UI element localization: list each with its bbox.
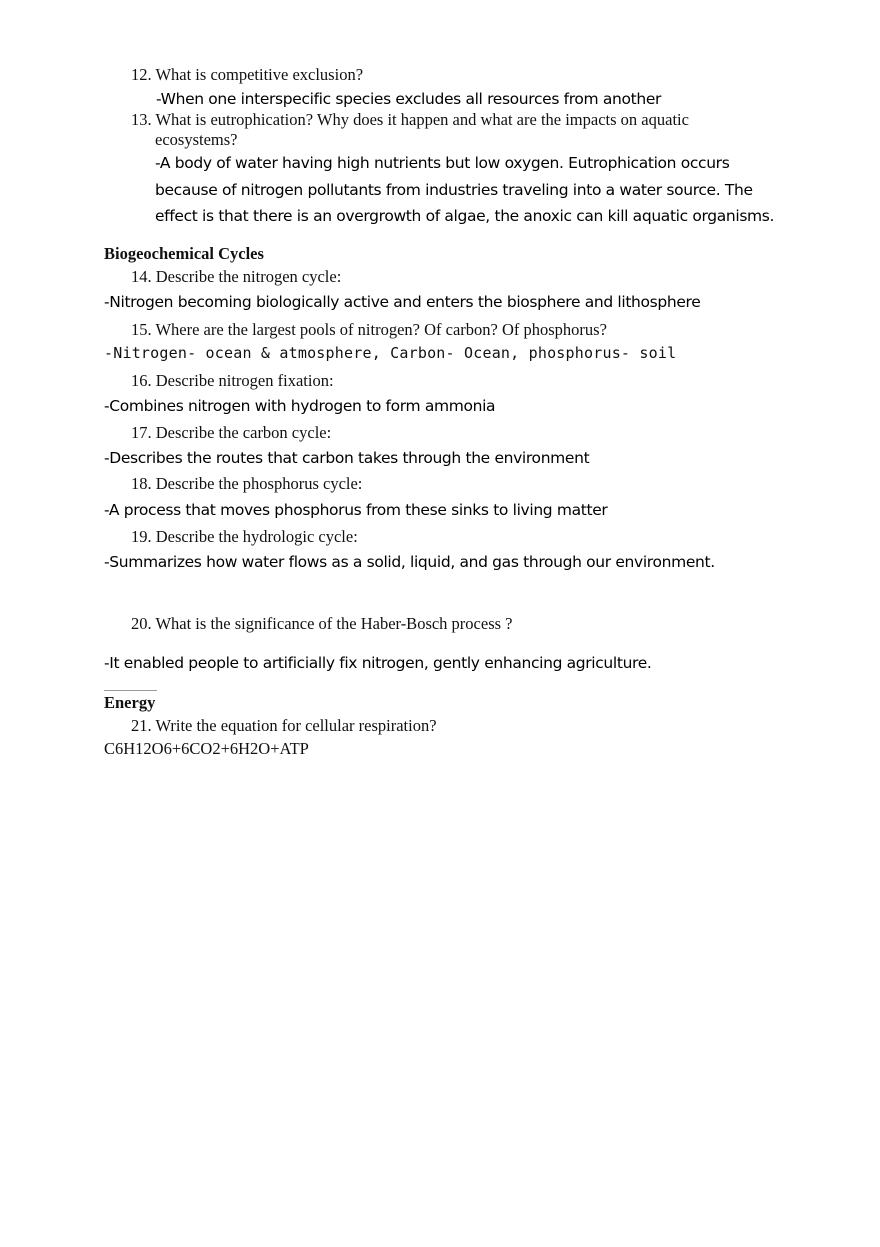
question-18: 18. Describe the phosphorus cycle:	[131, 474, 363, 493]
answer-14: -Nitrogen becoming biologically active and enters the biosphere and lithosphere	[104, 293, 701, 311]
question-13	[131, 110, 731, 150]
separator-line	[104, 690, 157, 691]
question-20: 20. What is the significance of the Haber-Bosch process ?	[131, 614, 513, 633]
section-heading-biogeochemical: Biogeochemical Cycles	[104, 244, 264, 263]
question-12: 12. What is competitive exclusion?	[131, 65, 364, 84]
section-heading-energy: Energy	[104, 693, 156, 712]
answer-12: -When one interspecific species excludes all resources from another	[156, 90, 662, 108]
question-15: 15. Where are the largest pools of nitrogen? Of carbon? Of phosphorus?	[131, 320, 607, 339]
question-17: 17. Describe the carbon cycle:	[131, 423, 332, 442]
question-16: 16. Describe nitrogen fixation:	[131, 371, 334, 390]
question-21: 21. Write the equation for cellular respiration?	[131, 716, 437, 735]
question-13-text: 13. What is eutrophication? Why does it happen and what are the impacts on aquatic ecosystems?	[131, 110, 689, 149]
answer-13: -A body of water having high nutrients but low oxygen. Eutrophication occurs because of nitrogen pollutants from industries traveling into a water source. The effect is that there is an overgrowth of algae, the anoxic can kill aquatic organisms.	[155, 154, 775, 225]
answer-19: -Summarizes how water flows as a solid, liquid, and gas through our environment.	[104, 553, 715, 571]
question-19: 19. Describe the hydrologic cycle:	[131, 527, 358, 546]
answer-16: -Combines nitrogen with hydrogen to form ammonia	[104, 397, 496, 415]
answer-15: -Nitrogen- ocean & atmosphere, Carbon- Ocean, phosphorus- soil	[104, 344, 677, 362]
answer-20: -It enabled people to artificially fix nitrogen, gently enhancing agriculture.	[104, 654, 652, 672]
answer-21: C6H12O6+6CO2+6H2O+ATP	[104, 739, 309, 758]
answer-18: -A process that moves phosphorus from these sinks to living matter	[104, 501, 608, 519]
question-14: 14. Describe the nitrogen cycle:	[131, 267, 342, 286]
answer-17: -Describes the routes that carbon takes through the environment	[104, 449, 590, 467]
